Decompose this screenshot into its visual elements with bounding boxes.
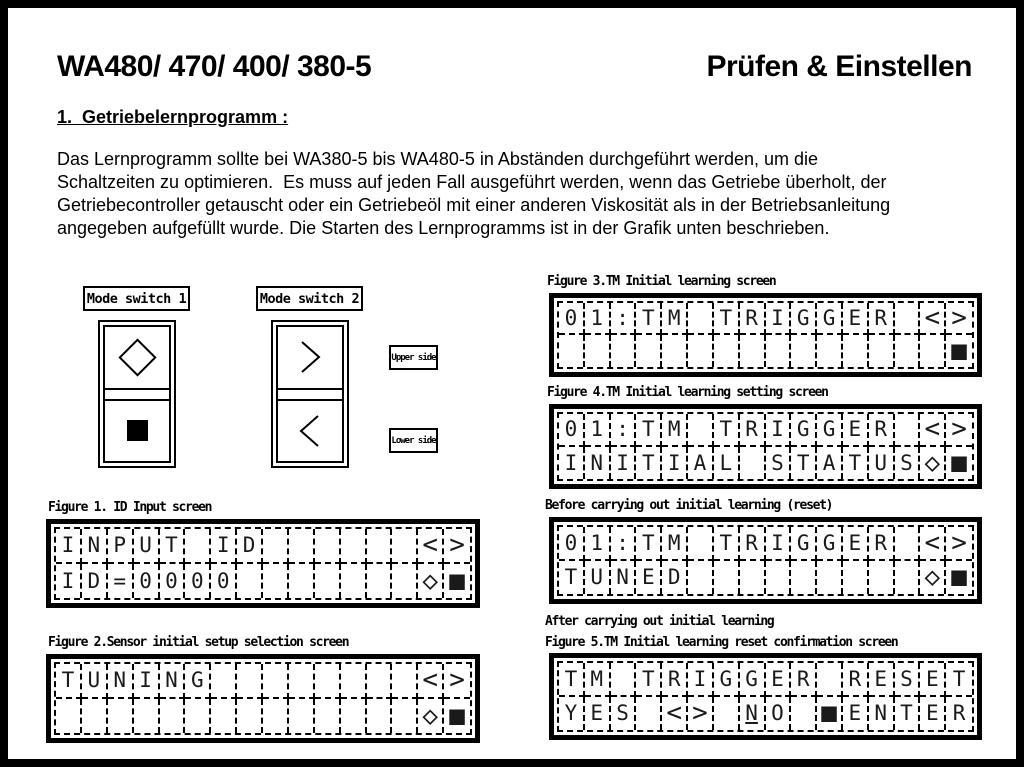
lcd-cell [611, 663, 637, 697]
chevron-right-icon [297, 339, 323, 375]
lcd-cell [211, 664, 237, 699]
lcd-cell: T [160, 529, 186, 564]
lcd-cell: : [611, 303, 637, 335]
mode-switch-2-lower [278, 401, 342, 462]
lcd-cell: N [740, 697, 766, 731]
lcd-cell [341, 564, 367, 599]
lcd-cell [791, 697, 817, 731]
lcd-cell [714, 335, 740, 367]
lcd-cell: U [134, 529, 160, 564]
lcd-cell: I [611, 447, 637, 480]
lcd-cell: T [843, 447, 869, 480]
lcd-cell: G [817, 527, 843, 561]
switch-divider [278, 388, 342, 401]
lcd-cell: R [791, 663, 817, 697]
lcd-cell: L [714, 447, 740, 480]
lcd-cell: G [714, 663, 740, 697]
lcd-cell: M [662, 303, 688, 335]
lcd-cell: N [82, 529, 108, 564]
lcd-cell: E [636, 561, 662, 595]
mode-switch-2 [271, 320, 349, 468]
lcd-cell [289, 564, 315, 599]
lcd-cell: 0 [211, 564, 237, 599]
lcd-cell: R [869, 527, 895, 561]
lcd-cell [160, 699, 186, 734]
mode-switch-1 [98, 320, 176, 468]
lcd-cell: T [714, 414, 740, 447]
lcd-cell: T [636, 663, 662, 697]
figure3-caption: Figure 3.TM Initial learning screen [547, 274, 776, 289]
lcd-cell [688, 561, 714, 595]
lcd-display-before-reset [549, 517, 982, 604]
lcd-cell: N [611, 561, 637, 595]
lcd-cell [263, 529, 289, 564]
lcd-cell: E [843, 303, 869, 335]
figure5-caption: Figure 5.TM Initial learning reset confirmation screen [545, 635, 898, 650]
lcd-display-figure5 [549, 653, 982, 740]
lcd-cell: ◇ [920, 447, 946, 480]
lcd-cell: G [185, 664, 211, 699]
lcd-cell: M [662, 527, 688, 561]
lcd-grid [557, 661, 974, 732]
lcd-cell [740, 447, 766, 480]
lcd-cell [895, 335, 921, 367]
lcd-cell [392, 699, 418, 734]
lcd-cell: D [237, 529, 263, 564]
lcd-cell [843, 335, 869, 367]
lcd-cell [869, 561, 895, 595]
body-paragraph: Das Lernprogramm sollte bei WA380-5 bis WA480-5 in Abständen durchgeführt werden, um die Schaltzeiten zu optimieren. Es muss auf jeden Fall ausgeführt werden, wenn das Getriebe überholt, der Getriebecontroller getauscht oder ein Getriebeöl mit einer anderen Viskosität als in der Betriebsanleitung angegeben aufgefüllt wurde. Die Starten des Lernprogramms ist in der Grafik unten beschrieben. [57, 149, 896, 238]
lcd-cell [766, 561, 792, 595]
lcd-cell [688, 303, 714, 335]
lcd-cell [367, 699, 393, 734]
lcd-cell [920, 335, 946, 367]
lcd-cell: I [766, 414, 792, 447]
lcd-cell: < [418, 529, 444, 564]
mode-switch-1-body [103, 325, 171, 463]
lcd-cell: I [211, 529, 237, 564]
before-learning-label: Before carrying out initial learning (reset) [545, 498, 833, 513]
lcd-cell [289, 664, 315, 699]
lcd-cell: ■ [951, 447, 967, 478]
lcd-cell: R [952, 701, 966, 726]
lcd-cell [688, 335, 714, 367]
lcd-cell: : [611, 414, 637, 447]
lcd-cell: S [766, 447, 792, 480]
lcd-cell: N [869, 697, 895, 731]
lcd-cell: M [662, 414, 688, 447]
lcd-cell: Y [559, 697, 585, 731]
mode-switch-2-body [276, 325, 344, 463]
lcd-cell [315, 529, 341, 564]
lcd-cell: 0 [559, 414, 585, 447]
lcd-cell [185, 699, 211, 734]
lcd-cell [392, 529, 418, 564]
lcd-cell: S [895, 663, 921, 697]
lcd-cell [585, 335, 611, 367]
lcd-cell: > [946, 414, 972, 447]
lcd-cell: G [791, 414, 817, 447]
lcd-cell: N [585, 447, 611, 480]
lcd-cell: T [636, 414, 662, 447]
lcd-cell: U [82, 664, 108, 699]
lcd-grid [557, 301, 974, 369]
lcd-cell: T [559, 663, 585, 697]
lcd-cell: I [56, 529, 82, 564]
lcd-cell: T [636, 303, 662, 335]
switch-divider [105, 388, 169, 401]
lcd-cell: R [740, 527, 766, 561]
lcd-cell: : [611, 527, 637, 561]
lcd-cell [895, 527, 921, 561]
lcd-cell: > [688, 697, 714, 731]
lcd-cell [315, 699, 341, 734]
lcd-cell: P [108, 529, 134, 564]
lcd-cell: E [920, 663, 946, 697]
lcd-cell: S [895, 447, 921, 480]
lcd-display-figure3 [549, 293, 982, 377]
lcd-cell: D [82, 564, 108, 599]
lcd-cell [341, 699, 367, 734]
lcd-cell: N [160, 664, 186, 699]
diamond-outline-icon [118, 338, 156, 376]
lcd-cell [367, 664, 393, 699]
lcd-cell [559, 335, 585, 367]
lcd-cell [869, 335, 895, 367]
lcd-cell: R [869, 303, 895, 335]
lcd-cell: A [817, 447, 843, 480]
lcd-cell: R [843, 663, 869, 697]
lcd-cell [817, 561, 843, 595]
lcd-cell [688, 414, 714, 447]
lcd-cell: 1 [585, 303, 611, 335]
lcd-grid [557, 525, 974, 596]
figure4-caption: Figure 4.TM Initial learning setting screen [547, 385, 828, 400]
lcd-cell [392, 564, 418, 599]
figure1-caption: Figure 1. ID Input screen [48, 500, 212, 515]
lcd-display-figure4 [549, 404, 982, 489]
lcd-cell [237, 699, 263, 734]
lcd-cell: T [895, 697, 921, 731]
lower-side-label: Lower side [389, 428, 438, 453]
lcd-cell: R [740, 414, 766, 447]
lcd-cell: G [817, 303, 843, 335]
lcd-cell [341, 664, 367, 699]
lcd-cell: S [611, 697, 637, 731]
lcd-cell: E [843, 697, 869, 731]
lcd-cell: G [791, 303, 817, 335]
lcd-cell: < [920, 303, 946, 335]
lcd-cell: I [766, 303, 792, 335]
lcd-cell: 1 [585, 527, 611, 561]
lcd-cell [367, 529, 393, 564]
lcd-cell [108, 699, 134, 734]
lcd-cell [688, 527, 714, 561]
lcd-cell: < [418, 664, 444, 699]
lcd-cell: ◇ [920, 561, 946, 595]
lcd-cell: T [714, 303, 740, 335]
lcd-cell: I [766, 527, 792, 561]
lcd-cell [817, 335, 843, 367]
lcd-cell [843, 561, 869, 595]
page-title-model: WA480/ 470/ 400/ 380-5 [57, 50, 372, 83]
lcd-cell [289, 699, 315, 734]
lcd-cell: U [585, 561, 611, 595]
lcd-cell: T [636, 447, 662, 480]
mode-switch-2-label: Mode switch 2 [256, 286, 363, 311]
lcd-cell: A [688, 447, 714, 480]
lcd-cell: M [585, 663, 611, 697]
lcd-cell: T [946, 663, 972, 697]
filled-square-icon [127, 420, 148, 441]
lcd-cell [714, 697, 740, 731]
lcd-cell [611, 335, 637, 367]
lcd-cell: T [559, 561, 585, 595]
lcd-cell: > [444, 529, 470, 564]
lcd-cell: > [946, 527, 972, 561]
lcd-display-figure1 [46, 519, 480, 608]
lcd-cell [791, 561, 817, 595]
lcd-cell: O [766, 697, 792, 731]
lcd-cell [714, 561, 740, 595]
lcd-cell [740, 335, 766, 367]
lcd-cell: 0 [134, 564, 160, 599]
lcd-cell: ■ [449, 565, 465, 596]
lcd-cell [662, 335, 688, 367]
mode-switch-2-upper [278, 327, 342, 388]
lcd-cell: I [134, 664, 160, 699]
lcd-cell [367, 564, 393, 599]
lcd-cell: R [662, 663, 688, 697]
lcd-cell: ■ [817, 697, 843, 731]
lcd-cell [134, 699, 160, 734]
lcd-cell [817, 663, 843, 697]
lcd-display-figure2 [46, 654, 480, 743]
lcd-cell [636, 335, 662, 367]
lcd-cell: R [869, 414, 895, 447]
chevron-left-icon [297, 413, 323, 449]
lcd-cell [185, 529, 211, 564]
lcd-cell: G [740, 663, 766, 697]
section-heading: 1. Getriebelernprogramm : [57, 107, 289, 127]
lcd-cell [895, 561, 921, 595]
lcd-cell: ■ [951, 562, 967, 593]
lcd-cell: G [791, 527, 817, 561]
lcd-cell: D [662, 561, 688, 595]
lcd-cell: T [791, 447, 817, 480]
lcd-cell: E [766, 663, 792, 697]
lcd-cell [263, 699, 289, 734]
lcd-cell [392, 664, 418, 699]
lcd-cell [895, 303, 921, 335]
lcd-cell [263, 664, 289, 699]
lcd-cell: I [688, 663, 714, 697]
mode-switch-1-lower [105, 401, 169, 462]
lcd-cell: = [108, 564, 134, 599]
lcd-cell: ◇ [418, 699, 444, 734]
lcd-cell: 0 [559, 527, 585, 561]
lcd-cell: R [740, 303, 766, 335]
lcd-cell: 1 [585, 414, 611, 447]
lcd-cell: ◇ [418, 564, 444, 599]
lcd-cell: E [869, 663, 895, 697]
lcd-cell [263, 564, 289, 599]
lcd-cell: < [920, 527, 946, 561]
lcd-cell [341, 529, 367, 564]
lcd-grid [54, 662, 472, 735]
lcd-cell: 0 [185, 564, 211, 599]
lcd-cell [315, 564, 341, 599]
lcd-cell: T [56, 664, 82, 699]
lcd-cell [211, 699, 237, 734]
lcd-cell: G [817, 414, 843, 447]
lcd-grid [557, 412, 974, 481]
lcd-cell [740, 561, 766, 595]
lcd-cell: I [662, 447, 688, 480]
lcd-cell: > [444, 664, 470, 699]
lcd-cell [82, 699, 108, 734]
lcd-cell: ■ [449, 700, 465, 731]
lcd-cell [237, 664, 263, 699]
lcd-cell: U [869, 447, 895, 480]
lcd-cell: I [559, 447, 585, 480]
lcd-cell [791, 335, 817, 367]
upper-side-label: Upper side [389, 345, 438, 370]
lcd-cell: T [714, 527, 740, 561]
mode-switch-1-label: Mode switch 1 [83, 286, 190, 311]
after-learning-label: After carrying out initial learning [545, 614, 774, 629]
lcd-cell: E [920, 697, 946, 731]
lcd-cell: 0 [559, 303, 585, 335]
lcd-cell [315, 664, 341, 699]
lcd-cell [895, 414, 921, 447]
lcd-cell: < [920, 414, 946, 447]
lcd-cell: 0 [160, 564, 186, 599]
page-title-section: Prüfen & Einstellen [706, 50, 972, 83]
lcd-cell [636, 697, 662, 731]
lcd-cell: T [636, 527, 662, 561]
lcd-cell [237, 564, 263, 599]
mode-switch-1-upper [105, 327, 169, 388]
lcd-cell [56, 699, 82, 734]
lcd-cell: N [108, 664, 134, 699]
lcd-cell: > [946, 303, 972, 335]
lcd-cell: I [56, 564, 82, 599]
lcd-cell: ■ [951, 336, 967, 366]
lcd-grid [54, 527, 472, 600]
lcd-cell [766, 335, 792, 367]
lcd-cell: E [585, 697, 611, 731]
lcd-cell: E [843, 527, 869, 561]
lcd-cell: E [843, 414, 869, 447]
lcd-cell [289, 529, 315, 564]
figure2-caption: Figure 2.Sensor initial setup selection screen [48, 635, 349, 650]
lcd-cell: < [662, 697, 688, 731]
